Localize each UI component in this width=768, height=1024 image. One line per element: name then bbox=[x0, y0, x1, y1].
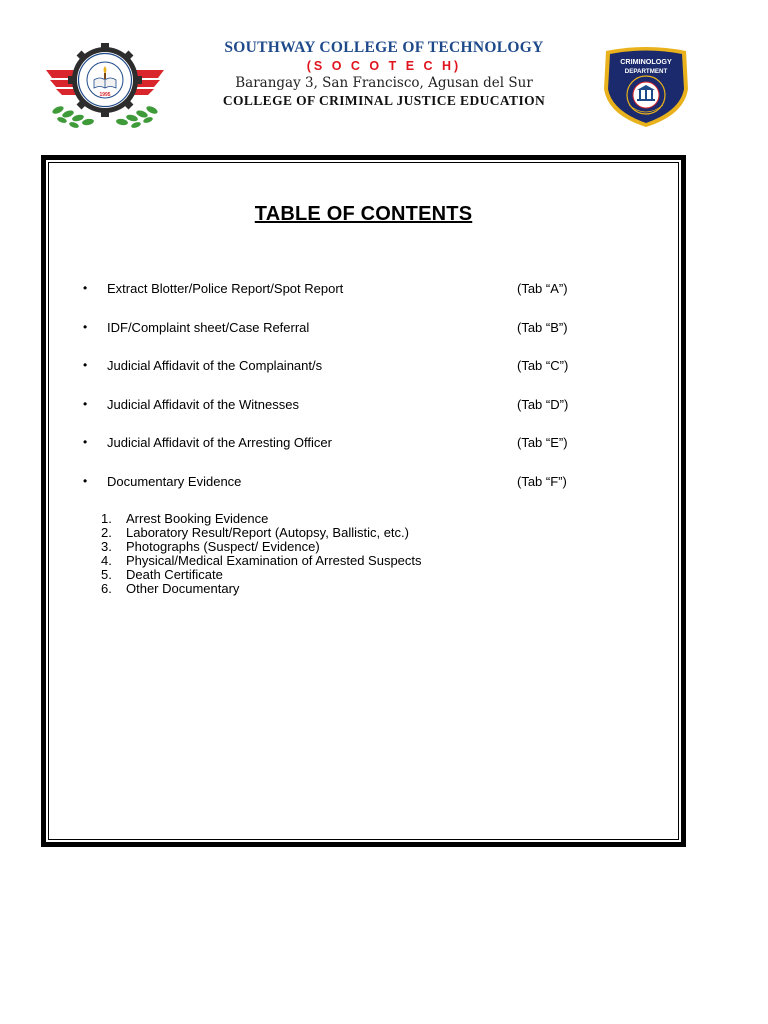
badge-line1: CRIMINOLOGY bbox=[620, 57, 672, 66]
toc-item-label: Judicial Affidavit of the Complainant/s bbox=[107, 358, 323, 374]
toc-list bbox=[79, 280, 639, 512]
school-name: SOUTHWAY COLLEGE OF TECHNOLOGY bbox=[224, 39, 544, 56]
sub-list-item bbox=[101, 512, 422, 526]
bullet-icon: • bbox=[83, 281, 88, 295]
page-title: TABLE OF CONTENTS bbox=[254, 203, 473, 225]
sub-item-number: 5. bbox=[101, 567, 112, 582]
sub-item-label: Arrest Booking Evidence bbox=[126, 511, 269, 526]
sub-item-number: 2. bbox=[101, 525, 112, 540]
school-acronym: (S O C O T E C H) bbox=[306, 59, 462, 73]
bullet-icon: • bbox=[83, 473, 88, 488]
sub-item-label: Photographs (Suspect/ Evidence) bbox=[126, 539, 320, 554]
documentary-evidence-sublist bbox=[101, 512, 422, 596]
toc-item-label: Documentary Evidence bbox=[107, 473, 242, 489]
sub-item-number: 1. bbox=[101, 511, 112, 526]
toc-item bbox=[79, 473, 639, 512]
toc-item bbox=[79, 396, 639, 435]
college-name: COLLEGE OF CRIMINAL JUSTICE EDUCATION bbox=[222, 93, 546, 108]
criminology-badge-logo bbox=[596, 45, 696, 129]
toc-item-tab: (Tab “B”) bbox=[517, 319, 568, 335]
sub-list-item bbox=[101, 582, 422, 596]
toc-item bbox=[79, 319, 639, 358]
sub-item-number: 4. bbox=[101, 553, 112, 568]
toc-item bbox=[79, 434, 639, 473]
college-seal-logo bbox=[38, 40, 172, 132]
badge-line2: DEPARTMENT bbox=[624, 68, 668, 75]
frame-inner-border bbox=[48, 162, 679, 840]
bullet-icon: • bbox=[83, 396, 88, 411]
toc-item bbox=[79, 357, 639, 396]
sub-item-label: Death Certificate bbox=[126, 567, 223, 582]
letterhead-text bbox=[180, 38, 588, 110]
bullet-icon: • bbox=[83, 435, 88, 450]
toc-item-label: Judicial Affidavit of the Witnesses bbox=[107, 396, 299, 412]
toc-item bbox=[79, 280, 639, 319]
sub-item-label: Laboratory Result/Report (Autopsy, Ballistic, etc.) bbox=[126, 525, 409, 540]
sub-item-label: Other Documentary bbox=[126, 581, 240, 596]
toc-item-tab: (Tab “E”) bbox=[517, 435, 568, 451]
toc-item-label: IDF/Complaint sheet/Case Referral bbox=[107, 319, 310, 335]
school-address: Barangay 3, San Francisco, Agusan del Sur bbox=[235, 75, 533, 91]
sub-list-item bbox=[101, 554, 422, 568]
toc-item-label: Extract Blotter/Police Report/Spot Report bbox=[107, 281, 344, 296]
toc-item-tab: (Tab “D”) bbox=[517, 396, 569, 412]
letterhead bbox=[0, 0, 768, 150]
toc-item-tab: (Tab “C”) bbox=[517, 358, 569, 374]
toc-item-tab: (Tab “A”) bbox=[517, 281, 568, 296]
seal-year: 1995 bbox=[99, 92, 111, 98]
bullet-icon: • bbox=[83, 319, 88, 334]
sub-item-number: 6. bbox=[101, 581, 112, 596]
toc-item-label: Judicial Affidavit of the Arresting Officer bbox=[107, 435, 332, 451]
sub-list-item bbox=[101, 526, 422, 540]
bullet-icon: • bbox=[83, 358, 88, 373]
toc-item-tab: (Tab “F”) bbox=[517, 473, 567, 489]
sub-item-label: Physical/Medical Examination of Arrested Suspects bbox=[126, 553, 422, 568]
sub-list-item bbox=[101, 568, 422, 582]
sub-list-item bbox=[101, 540, 422, 554]
sub-item-number: 3. bbox=[101, 539, 112, 554]
document-frame bbox=[41, 155, 686, 847]
